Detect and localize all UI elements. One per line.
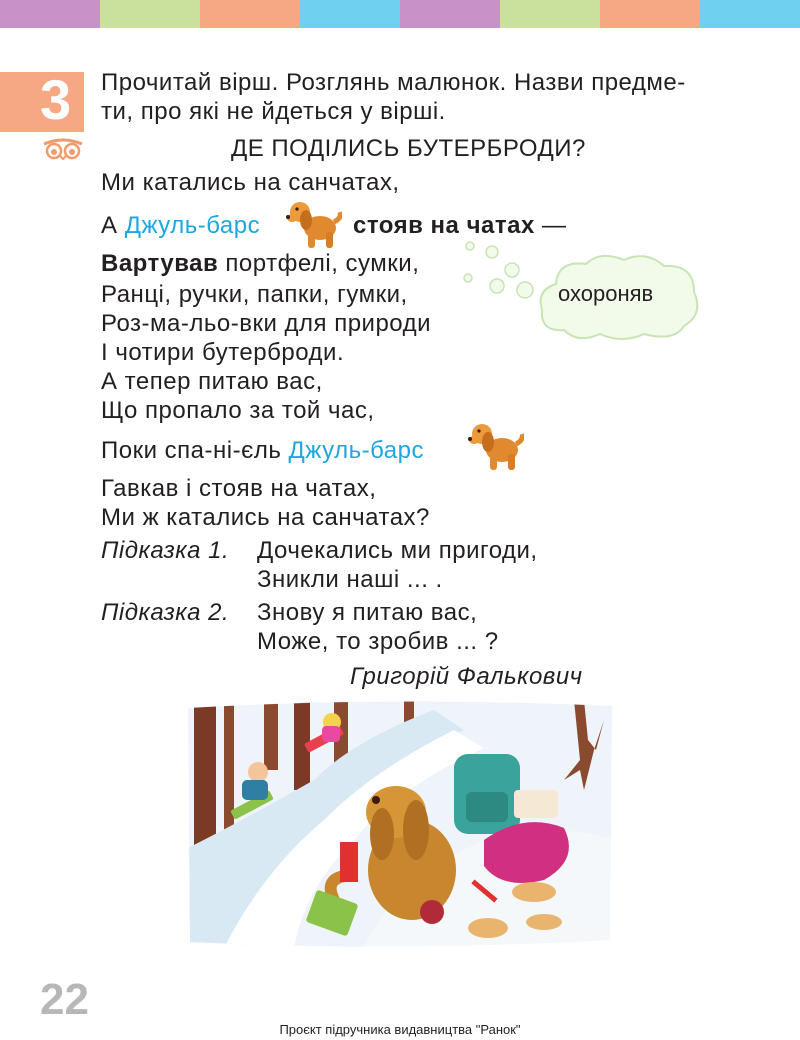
color-segment <box>600 0 700 28</box>
hint-label: Підказка 2. <box>101 599 230 626</box>
poem-text: А <box>101 212 125 239</box>
poem-text: — <box>534 212 567 239</box>
poem-line: Роз-ма-льо-вки для природи <box>101 310 432 337</box>
poem-line <box>353 211 566 240</box>
hint-line: Може, то зробив ... ? <box>257 628 499 655</box>
poem-text-bold: стояв на чатах <box>353 212 535 239</box>
poem-text: портфелі, сумки, <box>218 250 420 277</box>
color-segment <box>0 0 100 28</box>
instruction-line: Прочитай вірш. Розглянь малюнок. Назви предме- <box>101 69 686 96</box>
poem-title: ДЕ ПОДІЛИСЬ БУТЕРБРОДИ? <box>231 135 586 162</box>
hint-line: Зникли наші ... . <box>257 566 443 593</box>
poem-text-bold: Вартував <box>101 250 219 277</box>
poem-line: І чотири бутерброди. <box>101 339 345 366</box>
spaniel-dog-icon <box>466 420 524 472</box>
winter-illustration <box>184 700 616 948</box>
color-segment <box>700 0 800 28</box>
color-segment <box>300 0 400 28</box>
poem-line: Що пропало за той час, <box>101 397 375 424</box>
poem-line: Ми катались на санчатах, <box>101 169 400 196</box>
poem-line: Ранці, ручки, папки, гумки, <box>101 281 408 308</box>
thought-bubbles <box>460 238 540 302</box>
poem-line <box>101 249 419 278</box>
color-segment <box>200 0 300 28</box>
top-color-bar <box>0 0 800 28</box>
poem-line: Ми ж катались на санчатах? <box>101 504 430 531</box>
owl-eyes-icon <box>40 138 86 160</box>
spaniel-dog-icon <box>284 198 342 250</box>
poem-line <box>101 211 260 240</box>
color-segment <box>100 0 200 28</box>
instruction-line: ти, про які не йдеться у вірші. <box>101 98 446 125</box>
poem-line <box>101 436 424 465</box>
task-number: 3 <box>40 68 72 131</box>
poem-line: А тепер питаю вас, <box>101 368 323 395</box>
dog-name: Джуль-барс <box>288 437 424 464</box>
page-number: 22 <box>40 975 89 1024</box>
color-segment <box>400 0 500 28</box>
cloud-label: охороняв <box>558 281 654 306</box>
dog-name: Джуль-барс <box>124 212 261 239</box>
poem-text: Поки спа-ні-єль <box>101 437 289 464</box>
color-segment <box>500 0 600 28</box>
hint-line: Дочекались ми пригоди, <box>257 537 538 564</box>
footer-text: Проєкт підручника видавництва "Ранок" <box>279 1022 521 1037</box>
poem-author: Григорій Фалькович <box>350 663 583 690</box>
hint-label: Підказка 1. <box>101 537 230 564</box>
poem-line: Гавкав і стояв на чатах, <box>101 475 377 502</box>
hint-line: Знову я питаю вас, <box>257 599 478 626</box>
